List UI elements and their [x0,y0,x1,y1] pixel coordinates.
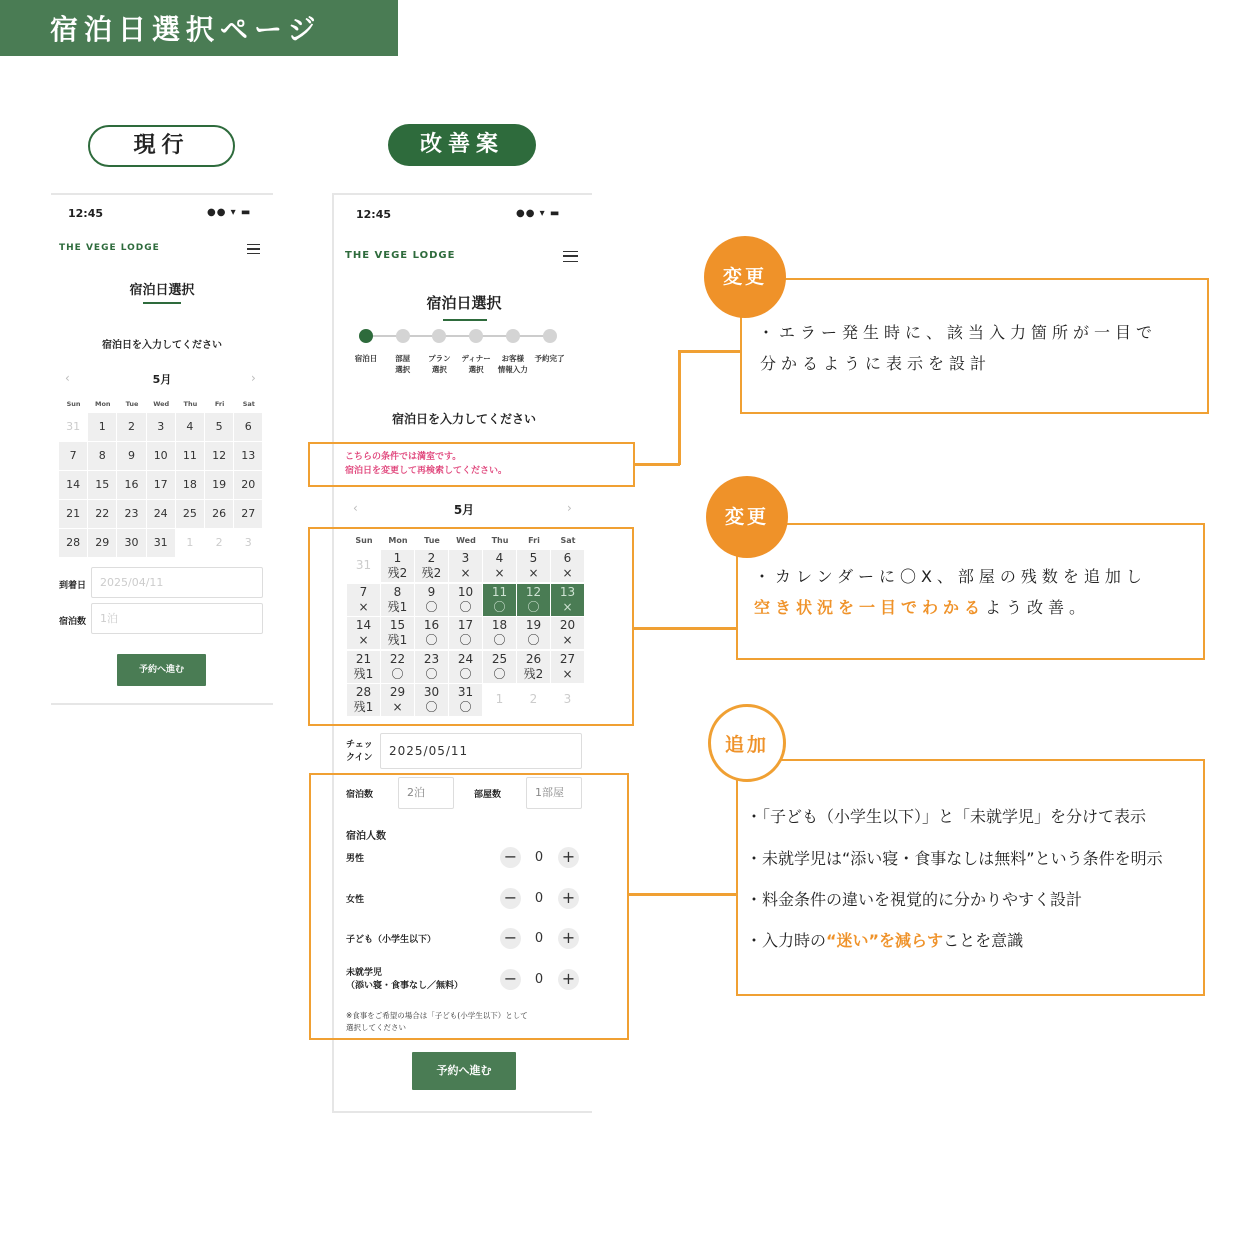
submit-button[interactable]: 予約へ進む [117,654,206,686]
rooms-input[interactable]: 1部屋 [526,777,582,809]
current-phone [51,193,273,705]
weekday-label: Sat [560,536,576,545]
day-number: 11 [491,584,508,599]
day-number: 9 [427,584,436,599]
calendar-day[interactable]: 25 [176,500,204,528]
calendar-day[interactable]: 15 [88,471,116,499]
availability-status: × [562,599,573,614]
calendar-day[interactable]: 31 [147,529,175,557]
availability-status: × [358,633,369,648]
page-heading: 宿泊日選択 [426,294,502,312]
weekday-label: Fri [528,536,540,545]
calendar-day[interactable]: 9 [117,442,145,470]
day-number: 23 [423,651,440,666]
logo[interactable]: THE VEGE LODGE [345,250,456,261]
calendar-day[interactable]: 23 [117,500,145,528]
calendar-day[interactable]: 17 [147,471,175,499]
availability-status: × [528,566,539,580]
calendar-day[interactable]: 28 [59,529,87,557]
calendar-day[interactable]: 4 [176,413,204,441]
availability-status: × [562,633,573,648]
submit-button[interactable]: 予約へ進む [412,1052,516,1090]
availability-status: × [392,700,403,715]
meal-note: ※食事をご希望の場合は「子ども(小学生以下）として 選択してください [346,1011,528,1032]
availability-status: 残1 [387,633,408,648]
guest-type-label: 女性 [346,894,365,905]
current-label: 現行 [88,125,235,167]
guest-type-label: 男性 [346,854,365,864]
error-message-line1: こちらの条件では満室です。 [345,452,462,462]
step-label: プラン 選択 [428,354,451,374]
availability-status: 残2 [387,566,408,580]
day-number: 4 [495,551,504,565]
calendar-day[interactable]: 12 [205,442,233,470]
status-time: 12:45 [68,207,104,220]
calendar-day[interactable]: 8 [88,442,116,470]
weekday-label: Fri [214,400,225,408]
nights-input[interactable]: 1泊 [91,603,263,634]
calendar-day: 3 [244,536,252,549]
day-number: 10 [457,584,474,599]
connector-line [634,627,738,630]
day-number: 31 [457,685,474,700]
calendar-day: 31 [66,420,81,433]
calendar-day[interactable]: 20 [234,471,262,499]
availability-status: 残1 [387,599,408,614]
day-number: 18 [491,618,508,633]
day-number: 29 [389,685,406,700]
day-number: 12 [525,584,542,599]
day-number: 20 [559,618,576,633]
weekday-label: Tue [125,400,139,408]
rooms-label: 部屋数 [474,790,502,800]
progress-steps [344,325,589,385]
weekday-label: Tue [424,536,440,545]
step-label: お客様 情報入力 [497,354,528,374]
availability-status: 〇 [527,633,540,648]
weekday-label: Wed [456,536,476,545]
page-header [0,0,398,56]
calendar-day[interactable]: 19 [205,471,233,499]
step-indicator [506,329,520,343]
day-number: 27 [559,651,576,666]
day-number: 5 [529,551,538,565]
calendar-day: 1 [186,536,194,549]
calendar-day[interactable]: 30 [117,529,145,557]
month-label: 5月 [152,373,172,386]
decrement-button[interactable]: − [500,928,521,949]
availability-status: 残2 [421,566,442,580]
calendar-highlight-box [308,527,634,726]
status-icons: ●● ▾ ▬ [516,208,561,219]
guest-count: 0 [534,890,544,906]
arrival-input[interactable]: 2025/04/11 [91,567,263,598]
step-indicator [469,329,483,343]
increment-button[interactable]: + [558,928,579,949]
guests-heading: 宿泊人数 [346,831,386,842]
calendar-day[interactable]: 1 [88,413,116,441]
logo[interactable]: THE VEGE LODGE [59,243,160,253]
page-title: 宿泊日選択ページ [50,13,322,46]
availability-status: 〇 [459,599,472,614]
day-number: 19 [525,618,542,633]
availability-status: 〇 [459,666,472,681]
step-label: 宿泊日 [354,354,378,363]
calendar-day[interactable]: 6 [234,413,262,441]
status-icons: ●● ▾ ▬ [207,207,252,218]
weekday-label: Thu [183,400,198,408]
availability-status: × [562,666,573,681]
increment-button[interactable]: + [558,847,579,868]
menu-icon[interactable] [247,244,260,254]
availability-status: 〇 [493,633,506,648]
decrement-button[interactable]: − [500,969,521,990]
availability-status: × [494,566,505,580]
heading-underline [443,319,487,321]
step-indicator [359,329,373,343]
day-number: 28 [355,685,372,700]
availability-status: 〇 [493,599,506,614]
connector-line [678,350,681,465]
availability-status: 残1 [353,666,374,681]
next-month-icon[interactable]: › [567,501,572,515]
availability-status: 〇 [527,599,540,614]
guest-type-label: 未就学児 （添い寝・食事なし／無料） [346,968,464,992]
annotation-guests: ・「子ども（小学生以下）」と「未就学児」を分けて表示 ・未就学児は“添い寝・食事なしは無料”という条件を明示 ・料金条件の違いを視覚的に分かりやすく設計 ・入力時の“迷い”を減らすことを意識 [736,759,1205,996]
month-label: 5月 [453,503,475,517]
calendar-day[interactable]: 29 [88,529,116,557]
guest-count: 0 [534,972,544,988]
day-number: 17 [457,618,474,633]
connector-line [634,463,680,466]
connector-line [678,350,742,353]
day-number: 1 [495,692,504,707]
step-indicator [543,329,557,343]
weekday-label: Wed [153,400,170,408]
calendar-day[interactable]: 16 [117,471,145,499]
increment-button[interactable]: + [558,969,579,990]
arrival-label: 到着日 [59,581,87,591]
availability-status: 〇 [493,666,506,681]
calendar-day[interactable]: 2 [117,413,145,441]
calendar-day[interactable]: 7 [59,442,87,470]
day-number: 22 [389,651,406,666]
error-highlight-box [308,442,635,487]
decrement-button[interactable]: − [500,888,521,909]
status-time: 12:45 [356,208,392,221]
availability-status: 残2 [523,666,544,681]
checkin-label: チェッ クイン [346,740,373,763]
guest-type-label: 子ども（小学生以下） [346,935,437,946]
error-message-line2: 宿泊日を変更して再検索してください。 [345,466,508,476]
day-number: 16 [423,618,440,633]
annotation-error: ・エラー発生時に、該当入力箇所が一目で 分かるように表示を設計 [740,278,1209,414]
day-number: 2 [529,692,538,707]
step-indicator [396,329,410,343]
calendar-day[interactable]: 22 [88,500,116,528]
guest-count: 0 [534,931,544,947]
availability-status: 〇 [425,599,438,614]
calendar-day[interactable]: 18 [176,471,204,499]
guests-highlight-box [309,773,629,1040]
next-month-icon[interactable]: › [251,371,256,385]
day-number: 30 [423,685,440,700]
step-label: 部屋 選択 [395,354,411,374]
weekday-header [59,400,263,410]
calendar-grid [59,413,263,558]
weekday-label: Sat [242,400,255,408]
availability-status: 〇 [459,700,472,715]
page-heading: 宿泊日選択 [129,283,195,298]
day-number: 3 [461,551,470,565]
availability-status: 〇 [459,633,472,648]
availability-status: 〇 [391,666,404,681]
day-number: 3 [563,692,572,707]
menu-icon[interactable] [563,251,578,262]
connector-line [629,893,738,896]
day-number: 14 [355,618,372,633]
heading-underline [143,302,181,304]
weekday-label: Thu [491,536,509,545]
calendar-day[interactable]: 11 [176,442,204,470]
weekday-label: Sun [355,536,373,545]
annotation-calendar: ・カレンダーに〇X、部屋の残数を追加し 空き状況を一目でわかるよう改善。 [736,523,1205,660]
change-badge: 変更 [706,476,788,558]
decrement-button[interactable]: − [500,847,521,868]
improved-label: 改善案 [388,124,536,166]
calendar-day[interactable]: 13 [234,442,262,470]
calendar-day[interactable]: 10 [147,442,175,470]
day-number: 26 [525,651,542,666]
calendar-day[interactable]: 5 [205,413,233,441]
day-number: 21 [355,651,372,666]
nights-label: 宿泊数 [59,617,87,627]
calendar-day[interactable]: 14 [59,471,87,499]
day-number: 15 [389,618,406,633]
day-number: 24 [457,651,474,666]
weekday-label: Sun [66,400,81,408]
weekday-label: Mon [95,400,111,408]
weekday-label: Mon [388,536,408,545]
day-number: 31 [355,558,372,572]
calendar-day[interactable]: 27 [234,500,262,528]
add-badge: 追加 [708,704,786,782]
checkin-input[interactable]: 2025/05/11 [380,733,582,769]
availability-status: 残1 [353,700,374,715]
calendar-day[interactable]: 21 [59,500,87,528]
availability-status: 〇 [425,666,438,681]
date-prompt: 宿泊日を入力してください [102,340,222,351]
availability-status: × [358,599,369,614]
calendar-day[interactable]: 24 [147,500,175,528]
nights-label: 宿泊数 [346,790,374,800]
change-badge: 変更 [704,236,786,318]
date-prompt: 宿泊日を入力してください [391,412,536,426]
increment-button[interactable]: + [558,888,579,909]
guest-count: 0 [534,850,544,865]
day-number: 2 [427,551,436,565]
day-number: 7 [359,584,368,599]
availability-status: × [562,566,573,580]
step-label: 予約完了 [534,354,565,363]
prev-month-icon[interactable]: ‹ [353,501,358,515]
calendar-day[interactable]: 26 [205,500,233,528]
availability-status: × [460,566,471,580]
step-indicator [432,329,446,343]
calendar-day: 2 [215,536,223,549]
step-label: ディナー 選択 [461,354,491,374]
prev-month-icon[interactable]: ‹ [65,371,70,385]
availability-status: 〇 [425,700,438,715]
calendar-day[interactable]: 3 [147,413,175,441]
day-number: 8 [393,584,402,599]
nights-input[interactable]: 2泊 [398,777,454,809]
day-number: 1 [393,551,402,565]
availability-status: 〇 [425,633,438,648]
day-number: 25 [491,651,508,666]
day-number: 6 [563,551,572,565]
day-number: 13 [559,584,576,599]
